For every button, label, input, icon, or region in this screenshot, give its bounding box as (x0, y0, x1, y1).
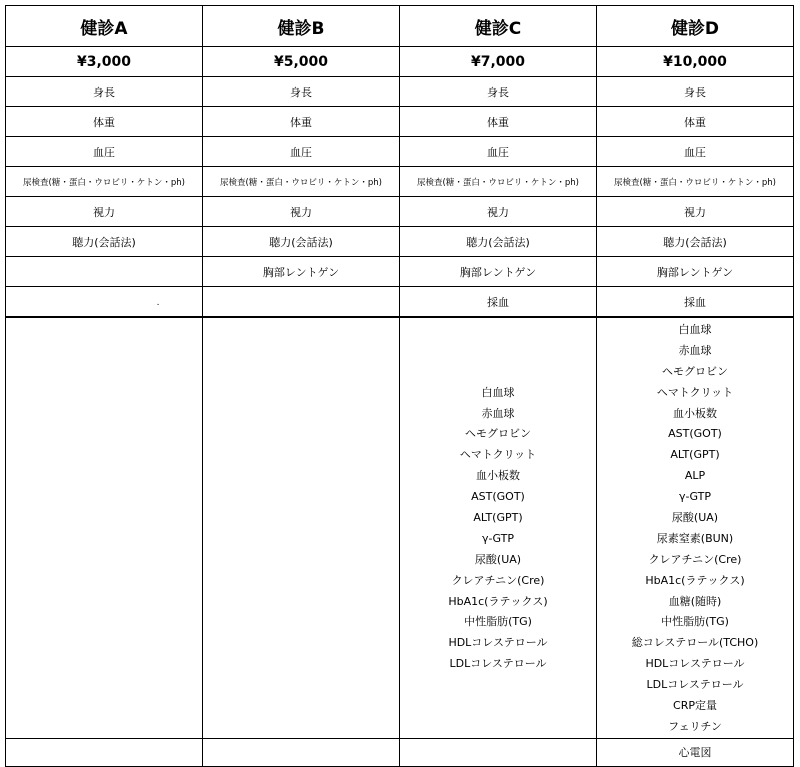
item-cell: 血圧 (203, 137, 400, 167)
blood-test-item: HbA1c(ラテックス) (448, 594, 548, 608)
plan-price: ¥5,000 (203, 47, 400, 77)
item-cell: 聴力(会話法) (597, 227, 794, 257)
blood-test-list (6, 527, 202, 529)
item-cell: 血圧 (6, 137, 203, 167)
plan-price: ¥10,000 (597, 47, 794, 77)
item-row-height (6, 77, 794, 107)
item-cell: 体重 (400, 107, 597, 137)
blood-test-item: γ-GTP (482, 531, 514, 545)
blood-test-item: HDLコレステロール (448, 636, 548, 650)
item-cell: 聴力(会話法) (203, 227, 400, 257)
plan-price-row (6, 47, 794, 77)
plan-title-row (6, 6, 794, 47)
blood-test-item: ヘモグロビン (662, 364, 728, 378)
blood-test-item: AST(GOT) (668, 427, 722, 441)
item-cell: 体重 (597, 107, 794, 137)
extra-test-cell (6, 738, 203, 766)
item-row-weight (6, 107, 794, 137)
extra-test-cell: 心電図 (597, 738, 794, 766)
item-cell: 視力 (203, 197, 400, 227)
blood-test-item: 赤血球 (481, 406, 515, 420)
extra-test-cell (400, 738, 597, 766)
item-row-chest-xray (6, 257, 794, 287)
item-cell: 胸部レントゲン (203, 257, 400, 287)
item-cell-with-stray-mark (6, 287, 203, 318)
blood-test-cell (203, 317, 400, 738)
item-cell: 尿検査(糖・蛋白・ウロビリ・ケトン・ph) (203, 167, 400, 197)
item-cell (203, 287, 400, 318)
stray-mark: . (156, 298, 160, 308)
blood-test-cell (597, 317, 794, 738)
plan-title: 健診D (597, 6, 794, 47)
item-row-blood-pressure (6, 137, 794, 167)
blood-test-item: 総コレステロール(TCHO) (631, 636, 759, 650)
item-cell: 視力 (597, 197, 794, 227)
item-row-hearing (6, 227, 794, 257)
blood-test-item: HbA1c(ラテックス) (645, 573, 745, 587)
item-cell: 体重 (6, 107, 203, 137)
item-cell: 身長 (6, 77, 203, 107)
blood-test-item: 尿素窒素(BUN) (656, 531, 734, 545)
blood-test-item: 尿酸(UA) (671, 511, 719, 525)
blood-test-row (6, 317, 794, 738)
blood-test-item: γ-GTP (679, 490, 711, 504)
blood-test-item: 中性脂肪(TG) (661, 615, 729, 629)
blood-test-item: 尿酸(UA) (474, 552, 522, 566)
blood-test-item: 中性脂肪(TG) (464, 615, 532, 629)
blood-test-item: ALT(GPT) (473, 511, 523, 525)
blood-test-item: ヘマトクリット (459, 448, 537, 462)
blood-test-item: CRP定量 (673, 699, 717, 713)
blood-test-item: HDLコレステロール (645, 657, 745, 671)
item-cell: 採血 (597, 287, 794, 318)
plan-price: ¥3,000 (6, 47, 203, 77)
item-row-urine-test (6, 167, 794, 197)
blood-test-list (400, 381, 596, 675)
item-cell: 身長 (203, 77, 400, 107)
extra-test-cell (203, 738, 400, 766)
blood-test-item: ヘモグロビン (465, 427, 531, 441)
blood-test-item: LDLコレステロール (646, 678, 744, 692)
blood-test-item: 血小板数 (673, 406, 717, 420)
item-cell: 血圧 (400, 137, 597, 167)
blood-test-item: 血糖(随時) (668, 594, 722, 608)
item-cell: 体重 (203, 107, 400, 137)
blood-test-cell (400, 317, 597, 738)
blood-test-item: 白血球 (481, 385, 515, 399)
plan-title: 健診B (203, 6, 400, 47)
item-cell: 聴力(会話法) (400, 227, 597, 257)
item-cell: 身長 (597, 77, 794, 107)
item-cell: 尿検査(糖・蛋白・ウロビリ・ケトン・ph) (6, 167, 203, 197)
blood-test-item: クレアチニン(Cre) (451, 573, 545, 587)
blood-test-item: フェリチン (668, 719, 722, 733)
blood-test-item: 血小板数 (476, 469, 520, 483)
plan-price: ¥7,000 (400, 47, 597, 77)
blood-test-list (597, 318, 793, 738)
blood-test-item: 赤血球 (678, 343, 712, 357)
item-cell (6, 257, 203, 287)
item-cell: 聴力(会話法) (6, 227, 203, 257)
item-cell: 血圧 (597, 137, 794, 167)
plan-title: 健診A (6, 6, 203, 47)
item-cell: 身長 (400, 77, 597, 107)
plan-title: 健診C (400, 6, 597, 47)
item-cell: 視力 (400, 197, 597, 227)
blood-test-item: ヘマトクリット (656, 385, 734, 399)
item-cell: 尿検査(糖・蛋白・ウロビリ・ケトン・ph) (400, 167, 597, 197)
blood-test-cell (6, 317, 203, 738)
blood-test-item: ALT(GPT) (670, 448, 720, 462)
checkup-plan-table (5, 5, 794, 767)
item-row-blood-draw (6, 287, 794, 318)
item-cell: 胸部レントゲン (400, 257, 597, 287)
blood-test-list (203, 527, 399, 529)
item-row-vision (6, 197, 794, 227)
blood-test-item: LDLコレステロール (449, 657, 547, 671)
item-cell: 胸部レントゲン (597, 257, 794, 287)
blood-test-item: クレアチニン(Cre) (648, 552, 742, 566)
blood-test-item: ALP (684, 469, 706, 483)
blood-test-item: 白血球 (678, 323, 712, 336)
blood-test-item: AST(GOT) (471, 490, 525, 504)
item-cell: 採血 (400, 287, 597, 318)
item-cell: 視力 (6, 197, 203, 227)
extra-test-row (6, 738, 794, 766)
item-cell: 尿検査(糖・蛋白・ウロビリ・ケトン・ph) (597, 167, 794, 197)
